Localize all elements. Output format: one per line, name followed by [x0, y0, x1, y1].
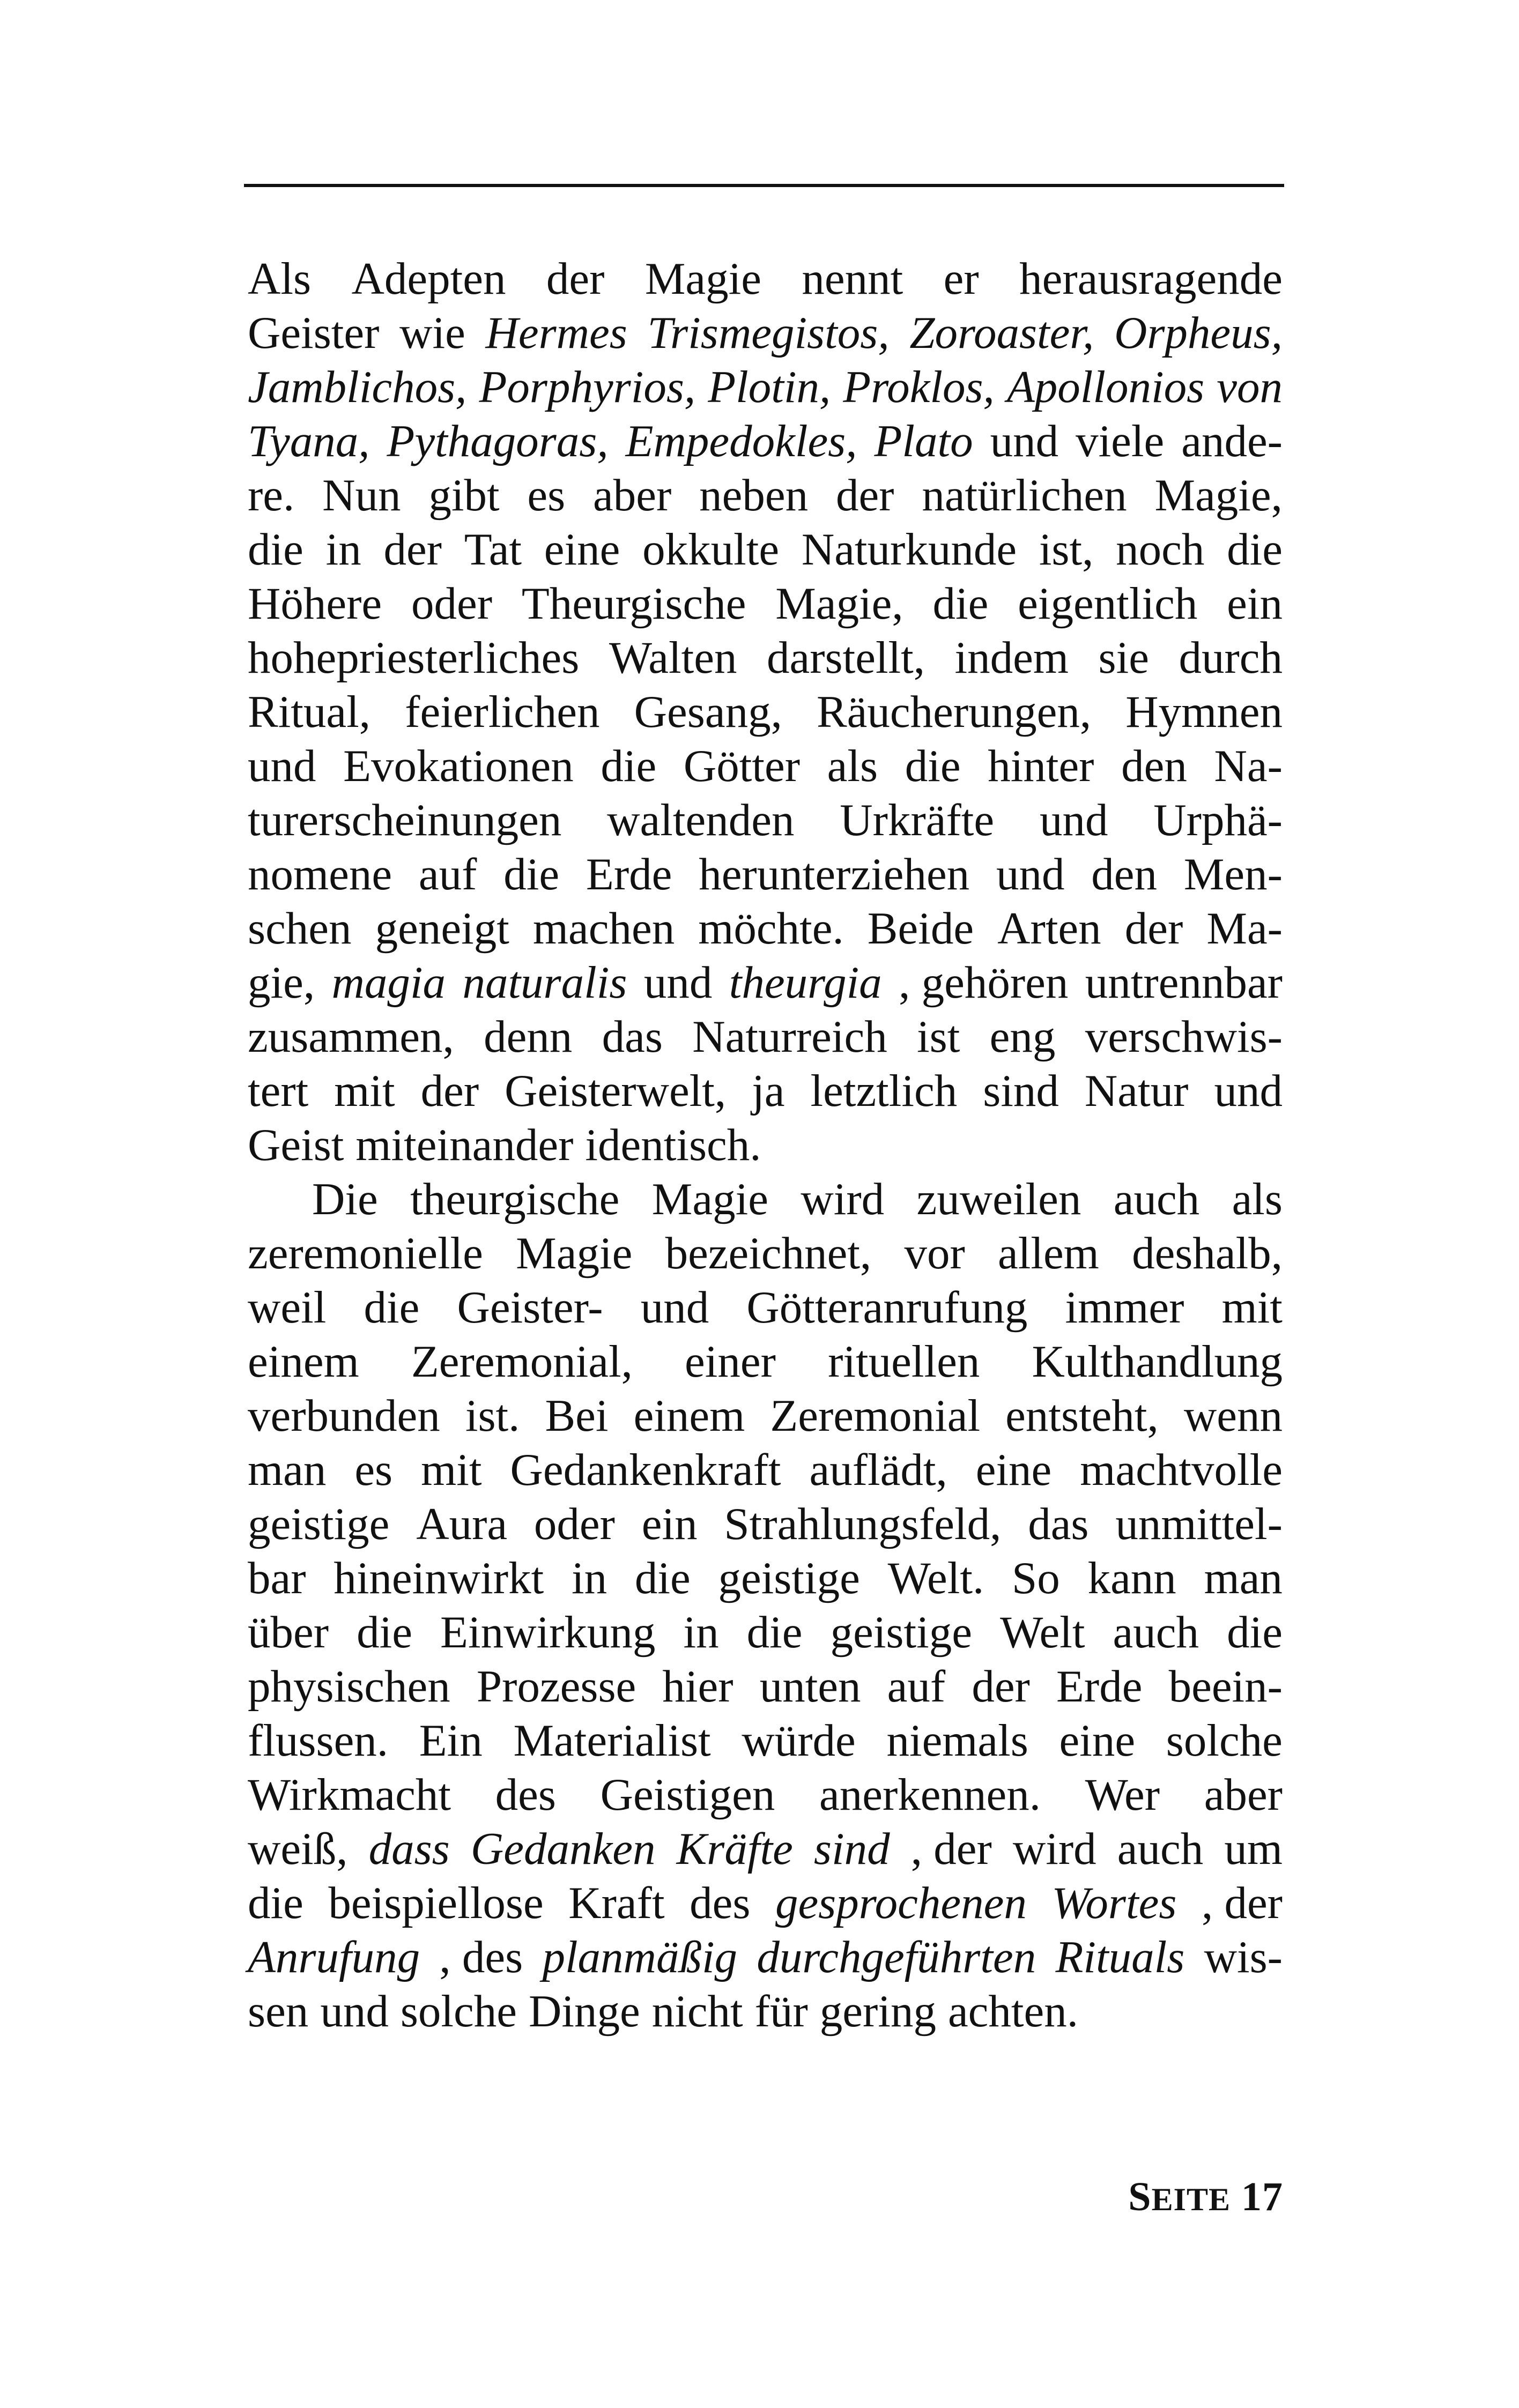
word: Hermes: [485, 308, 627, 358]
word: geistige: [718, 1553, 860, 1603]
word: bar: [248, 1553, 306, 1603]
text-line: [248, 306, 1283, 360]
text-line: [248, 1714, 1283, 1768]
word: tert: [248, 1066, 309, 1116]
word: des: [690, 1878, 751, 1928]
word: allem: [998, 1228, 1099, 1279]
word: wird: [1012, 1824, 1096, 1874]
word: Men-: [1183, 849, 1283, 900]
word: die: [503, 849, 560, 900]
word: bezeichnet,: [665, 1228, 872, 1279]
text-line: [248, 1335, 1283, 1389]
word: und: [996, 849, 1065, 900]
word: ja: [752, 1066, 785, 1116]
word: Zeremonial: [770, 1391, 981, 1441]
word: und: [248, 741, 316, 791]
word: herunterziehen: [699, 849, 970, 900]
text-line: [248, 956, 1283, 1010]
word: miteinander: [355, 1120, 574, 1170]
body-text: [248, 252, 1283, 2039]
word: Porphyrios,: [479, 362, 696, 412]
word: Tat: [464, 524, 522, 575]
word: Anrufung: [248, 1932, 420, 1982]
word: auflädt,: [809, 1445, 947, 1495]
word: Walten: [609, 633, 737, 683]
word: , der: [910, 1824, 992, 1874]
word: solche: [400, 1986, 517, 2037]
word: Ritual,: [248, 687, 371, 737]
word: Geisterwelt,: [505, 1066, 727, 1116]
word: ein: [1227, 578, 1283, 629]
word: Strahlungsfeld,: [724, 1499, 1002, 1549]
word: nomene: [248, 849, 392, 900]
word: turerscheinungen: [248, 795, 562, 845]
word: Einwirkung: [440, 1607, 656, 1658]
page-number: 17: [1241, 2174, 1283, 2219]
word: gesprochenen: [775, 1878, 1027, 1928]
text-line: [248, 469, 1283, 523]
word: Welt: [1000, 1607, 1085, 1658]
word: über: [248, 1607, 329, 1658]
text-line: [248, 1660, 1283, 1714]
word: eine: [544, 524, 620, 575]
word: Trismegistos,: [647, 308, 890, 358]
header-rule: [244, 184, 1284, 187]
word: geistige: [248, 1499, 390, 1549]
word: magia: [331, 957, 446, 1008]
text-line: [248, 902, 1283, 956]
word: und: [990, 416, 1059, 466]
word: den: [1091, 849, 1158, 900]
word: verbunden: [248, 1391, 440, 1441]
word: und: [643, 957, 713, 1008]
text-line: [248, 1443, 1283, 1497]
word: das: [602, 1012, 663, 1062]
word: die: [364, 1282, 420, 1333]
text-line: [248, 1876, 1283, 1930]
word: wird: [801, 1174, 885, 1224]
word: Plotin,: [708, 362, 831, 412]
word: zusammen,: [248, 1012, 454, 1062]
word: deshalb,: [1132, 1228, 1283, 1279]
word: physischen: [248, 1661, 450, 1712]
word: solche: [1166, 1715, 1283, 1766]
word: Nun: [322, 470, 401, 521]
word: entsteht,: [1005, 1391, 1159, 1441]
word: nennt: [802, 254, 903, 304]
word: Tyana,: [248, 416, 370, 466]
text-line: [248, 1768, 1283, 1822]
word: beein-: [1168, 1661, 1283, 1712]
word: Plato: [874, 416, 973, 466]
word: , des: [439, 1932, 523, 1982]
word: Die: [312, 1174, 378, 1224]
word: zeremonielle: [248, 1228, 483, 1279]
word: Naturkunde: [801, 524, 1017, 575]
word: unmittel-: [1115, 1499, 1283, 1549]
text-line: [248, 631, 1283, 685]
word: eine: [1059, 1715, 1136, 1766]
word: einem: [248, 1336, 359, 1387]
word: eng: [989, 1012, 1056, 1062]
word: , der: [1201, 1878, 1283, 1928]
word: Als: [248, 254, 312, 304]
word: vor: [904, 1228, 965, 1279]
word: des: [495, 1770, 556, 1820]
word: Hymnen: [1125, 687, 1283, 737]
word: gie,: [248, 957, 315, 1008]
word: gibt: [428, 470, 500, 521]
text-line: [248, 1281, 1283, 1335]
text-line: [248, 1985, 1283, 2039]
word: als: [1232, 1174, 1283, 1224]
word: niemals: [886, 1715, 1028, 1766]
word: wenn: [1183, 1391, 1283, 1441]
word: die: [357, 1607, 412, 1658]
word: Bei: [545, 1391, 609, 1441]
text-line: [248, 1930, 1283, 1985]
word: Gedankenkraft: [510, 1445, 781, 1495]
text-line: [248, 848, 1283, 902]
word: es: [527, 470, 566, 521]
word: Rituals: [1055, 1932, 1185, 1982]
word: der: [420, 1066, 479, 1116]
word: ist.: [465, 1391, 520, 1441]
word: theurgische: [410, 1174, 620, 1224]
word: weil: [248, 1282, 327, 1333]
word: sen: [248, 1986, 309, 2037]
word: ist,: [1039, 524, 1094, 575]
word: Beide: [867, 903, 974, 954]
word: sie: [1098, 633, 1149, 683]
word: auf: [418, 849, 477, 900]
word: nicht: [651, 1986, 743, 2037]
word: würde: [742, 1715, 856, 1766]
word: und: [1214, 1066, 1283, 1116]
word: Kräfte: [676, 1824, 793, 1874]
word: natürlichen: [922, 470, 1127, 521]
word: Na-: [1214, 741, 1283, 791]
word: den: [1121, 741, 1187, 791]
word: Ma-: [1206, 903, 1283, 954]
page-label-initial: S: [1128, 2174, 1152, 2219]
word: machtvolle: [1080, 1445, 1283, 1495]
word: einem: [633, 1391, 745, 1441]
word: Welt.: [887, 1553, 984, 1603]
word: geistige: [830, 1607, 972, 1658]
word: Magie: [651, 1174, 768, 1224]
word: Theurgische: [521, 578, 746, 629]
word: in: [325, 524, 361, 575]
word: in: [571, 1553, 607, 1603]
word: die: [1227, 524, 1283, 575]
word: flussen.: [248, 1715, 389, 1766]
word: verschwis-: [1085, 1012, 1283, 1062]
word: rituellen: [828, 1336, 980, 1387]
word: von: [1217, 362, 1283, 412]
word: Wer: [1085, 1770, 1160, 1820]
word: Geistigen: [600, 1770, 775, 1820]
word: anerkennen.: [819, 1770, 1041, 1820]
word: die: [634, 1553, 691, 1603]
word: Jamblichos,: [248, 362, 467, 412]
word: Höhere: [248, 578, 382, 629]
word: Götter: [683, 741, 801, 791]
word: Zoroaster,: [909, 308, 1094, 358]
word: schen: [248, 903, 352, 954]
word: darstellt,: [766, 633, 925, 683]
text-line: [248, 414, 1283, 469]
text-line: [248, 1064, 1283, 1118]
word: die: [746, 1607, 803, 1658]
word: Gedanken: [470, 1824, 656, 1874]
word: Urphä-: [1153, 795, 1283, 845]
word: Naturreich: [692, 1012, 887, 1062]
word: planmäßig: [542, 1932, 738, 1982]
word: mit: [421, 1445, 482, 1495]
word: durchgeführten: [757, 1932, 1036, 1982]
word: der: [383, 524, 442, 575]
word: geneigt: [375, 903, 509, 954]
word: um: [1224, 1824, 1283, 1874]
word: Arten: [997, 903, 1101, 954]
word: auch: [1113, 1174, 1200, 1224]
word: hineinwirkt: [334, 1553, 544, 1603]
word: Wirkmacht: [248, 1770, 451, 1820]
text-line: [248, 1606, 1283, 1660]
page-footer: [1128, 2174, 1283, 2220]
page-label-rest: EITE: [1151, 2182, 1231, 2217]
word: kann: [1087, 1553, 1176, 1603]
text-line: [248, 523, 1283, 577]
word: Geister-: [457, 1282, 603, 1333]
word: oder: [533, 1499, 615, 1549]
word: okkulte: [642, 524, 780, 575]
word: der: [1124, 903, 1183, 954]
word: Magie: [516, 1228, 633, 1279]
text-line: [248, 1551, 1283, 1606]
word: in: [683, 1607, 719, 1658]
word: Empedokles,: [625, 416, 857, 466]
word: waltenden: [607, 795, 795, 845]
word: hohepriesterliches: [248, 633, 580, 683]
word: Adepten: [351, 254, 506, 304]
word: möchte.: [698, 903, 844, 954]
word: re.: [248, 470, 295, 521]
text-line: [248, 1172, 1283, 1227]
word: achten.: [947, 1986, 1078, 2037]
word: als: [827, 741, 878, 791]
word: noch: [1116, 524, 1205, 575]
word: auch: [1113, 1607, 1199, 1658]
text-line: [248, 252, 1283, 306]
word: für: [754, 1986, 808, 2037]
word: die: [248, 1878, 303, 1928]
word: Erde: [1056, 1661, 1143, 1712]
word: der: [546, 254, 605, 304]
word: Zeremonial,: [411, 1336, 633, 1387]
word: Urkräfte: [840, 795, 995, 845]
word: das: [1028, 1499, 1089, 1549]
word: und: [320, 1986, 389, 2037]
word: er: [943, 254, 979, 304]
word: weiß,: [248, 1824, 348, 1874]
text-line: [248, 577, 1283, 631]
word: Prozesse: [476, 1661, 636, 1712]
word: feierlichen: [405, 687, 600, 737]
word: und: [640, 1282, 709, 1333]
word: eigentlich: [1018, 578, 1198, 629]
word: aber: [1204, 1770, 1283, 1820]
word: ande-: [1181, 416, 1283, 466]
word: wis-: [1204, 1932, 1283, 1982]
word: sind: [813, 1824, 890, 1874]
word: hinter: [988, 741, 1094, 791]
word: die: [1227, 1607, 1283, 1658]
word: So: [1012, 1553, 1060, 1603]
word: eine: [975, 1445, 1052, 1495]
word: identisch.: [585, 1120, 761, 1170]
word: Aura: [416, 1499, 508, 1549]
word: indem: [954, 633, 1069, 683]
word: neben: [699, 470, 809, 521]
word: die: [932, 578, 989, 629]
word: herausragende: [1019, 254, 1283, 304]
word: letztlich: [810, 1066, 958, 1116]
word: untrennbar: [1085, 957, 1283, 1008]
text-line: [248, 1010, 1283, 1064]
word: unten: [759, 1661, 861, 1712]
word: Magie,: [1154, 470, 1283, 521]
word: theurgia: [729, 957, 882, 1008]
text-line: [248, 360, 1283, 414]
word: man: [1204, 1553, 1283, 1603]
word: machen: [532, 903, 675, 954]
word: wie: [399, 308, 465, 358]
word: Apollonios: [1006, 362, 1205, 412]
word: hier: [662, 1661, 733, 1712]
word: ein: [641, 1499, 698, 1549]
word: naturalis: [462, 957, 627, 1008]
word: Ein: [419, 1715, 483, 1766]
word: Orpheus,: [1114, 308, 1283, 358]
word: Geister: [248, 308, 380, 358]
word: Proklos,: [843, 362, 995, 412]
word: die: [601, 741, 657, 791]
word: Natur: [1084, 1066, 1189, 1116]
word: oder: [411, 578, 493, 629]
word: Dinge: [528, 1986, 640, 2037]
word: Erde: [586, 849, 672, 900]
word: der: [972, 1661, 1030, 1712]
word: immer: [1065, 1282, 1184, 1333]
word: zuweilen: [916, 1174, 1081, 1224]
word: Materialist: [513, 1715, 711, 1766]
text-line: [248, 739, 1283, 793]
word: auch: [1117, 1824, 1204, 1874]
word: die: [248, 524, 303, 575]
word: mit: [334, 1066, 395, 1116]
text-line: [248, 1822, 1283, 1876]
word: mit: [1221, 1282, 1283, 1333]
word: durch: [1179, 633, 1283, 683]
text-line: [248, 793, 1283, 848]
word: Götteranrufung: [746, 1282, 1028, 1333]
word: Gesang,: [634, 687, 782, 737]
word: Magie: [644, 254, 761, 304]
word: Räucherungen,: [816, 687, 1092, 737]
word: Geist: [248, 1120, 344, 1170]
text-line: [248, 685, 1283, 739]
word: Evokationen: [343, 741, 574, 791]
word: Pythagoras,: [387, 416, 609, 466]
text-line: [248, 1118, 1283, 1172]
word: sind: [983, 1066, 1059, 1116]
word: einer: [685, 1336, 776, 1387]
word: beispiellose: [328, 1878, 544, 1928]
word: Magie,: [775, 578, 903, 629]
word: Kraft: [568, 1878, 665, 1928]
word: viele: [1076, 416, 1165, 466]
word: aber: [593, 470, 672, 521]
text-line: [248, 1497, 1283, 1551]
word: der: [835, 470, 894, 521]
word: man: [248, 1445, 327, 1495]
word: gering: [819, 1986, 936, 2037]
word: Wortes: [1051, 1878, 1177, 1928]
word: dass: [368, 1824, 450, 1874]
text-line: [248, 1227, 1283, 1281]
word: es: [354, 1445, 393, 1495]
word: , gehören: [899, 957, 1069, 1008]
word: ist: [917, 1012, 960, 1062]
word: die: [905, 741, 961, 791]
word: und: [1039, 795, 1108, 845]
text-line: [248, 1389, 1283, 1443]
word: Kulthandlung: [1032, 1336, 1283, 1387]
word: denn: [484, 1012, 573, 1062]
word: auf: [887, 1661, 946, 1712]
